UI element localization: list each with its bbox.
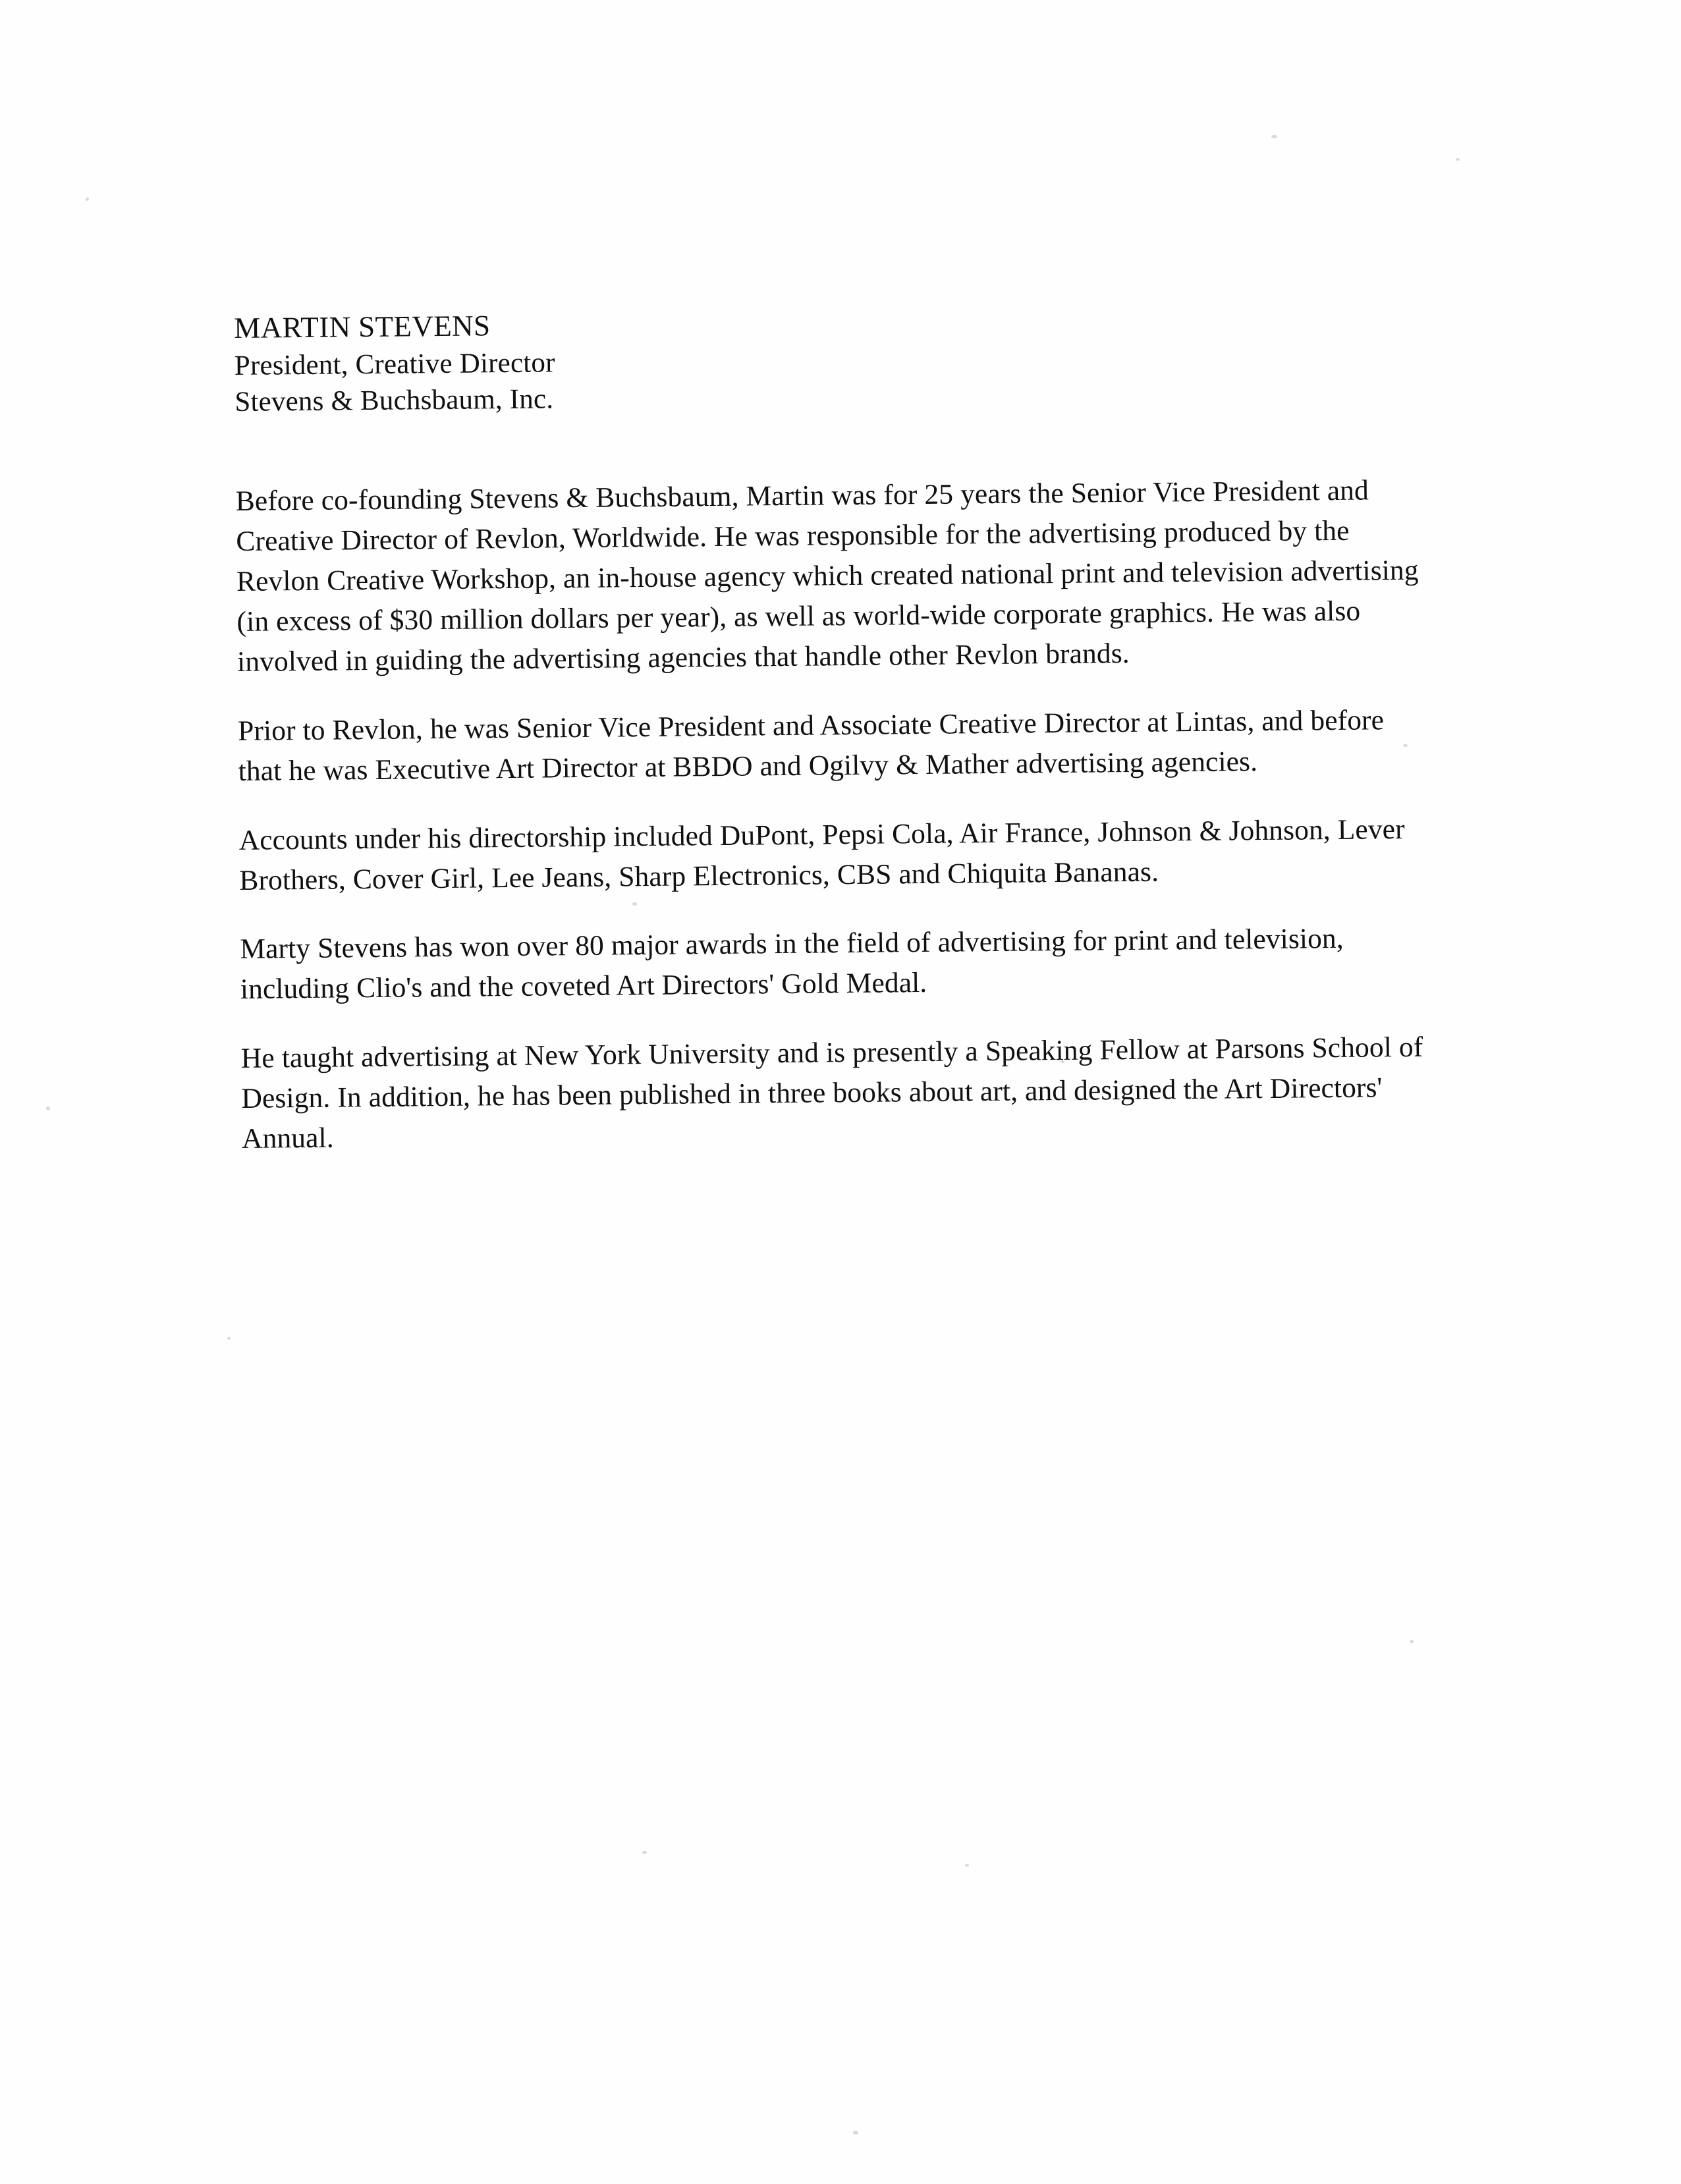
scan-speck (1271, 135, 1277, 138)
body-paragraph: Before co-founding Stevens & Buchsbaum, Martin was for 25 years the Senior Vice President and Creative Director of Revlon, Worldwide. He was responsible for the advertising produced by the Revlon Creative Workshop, an in-house agency which created national print and television advertising (in excess of $30 million dollars per year), as well as world-wide corporate graphics. He was also involved in guiding the advertising agencies that handle other Revlon brands. (235, 474, 1419, 678)
scan-speck (853, 2131, 858, 2135)
person-title: President, Creative Director (234, 346, 555, 381)
scan-speck (86, 198, 89, 201)
scan-speck (1456, 158, 1460, 161)
body-paragraph: Prior to Revlon, he was Senior Vice President and Associate Creative Director at Lintas, and before that he was Executive Art Director at BBDO and Ogilvy & Mather advertising agencies. (237, 704, 1385, 787)
scan-speck (46, 1106, 50, 1110)
body-paragraph: He taught advertising at New York University and is presently a Speaking Fellow at Parsons School of Design. In addition, he has been published in three books about art, and designed the Art Directors' Annual. (240, 1031, 1423, 1155)
scan-speck (965, 1864, 969, 1867)
scan-speck (642, 1851, 647, 1854)
document-body (234, 298, 1434, 1159)
scan-speck (227, 1337, 231, 1340)
letterhead-block (234, 298, 1427, 422)
company-name: Stevens & Buchsbaum, Inc. (234, 383, 554, 418)
scan-speck (1410, 1640, 1414, 1643)
person-name: MARTIN STEVENS (234, 309, 491, 344)
body-paragraph: Accounts under his directorship included DuPont, Pepsi Cola, Air France, Johnson & Johnson, Lever Brothers, Cover Girl, Lee Jeans, Sharp Electronics, CBS and Chiquita Bananas. (238, 813, 1405, 896)
body-paragraph: Marty Stevens has won over 80 major awards in the field of advertising for print and television, including Clio's and the coveted Art Directors' Gold Medal. (240, 923, 1344, 1006)
